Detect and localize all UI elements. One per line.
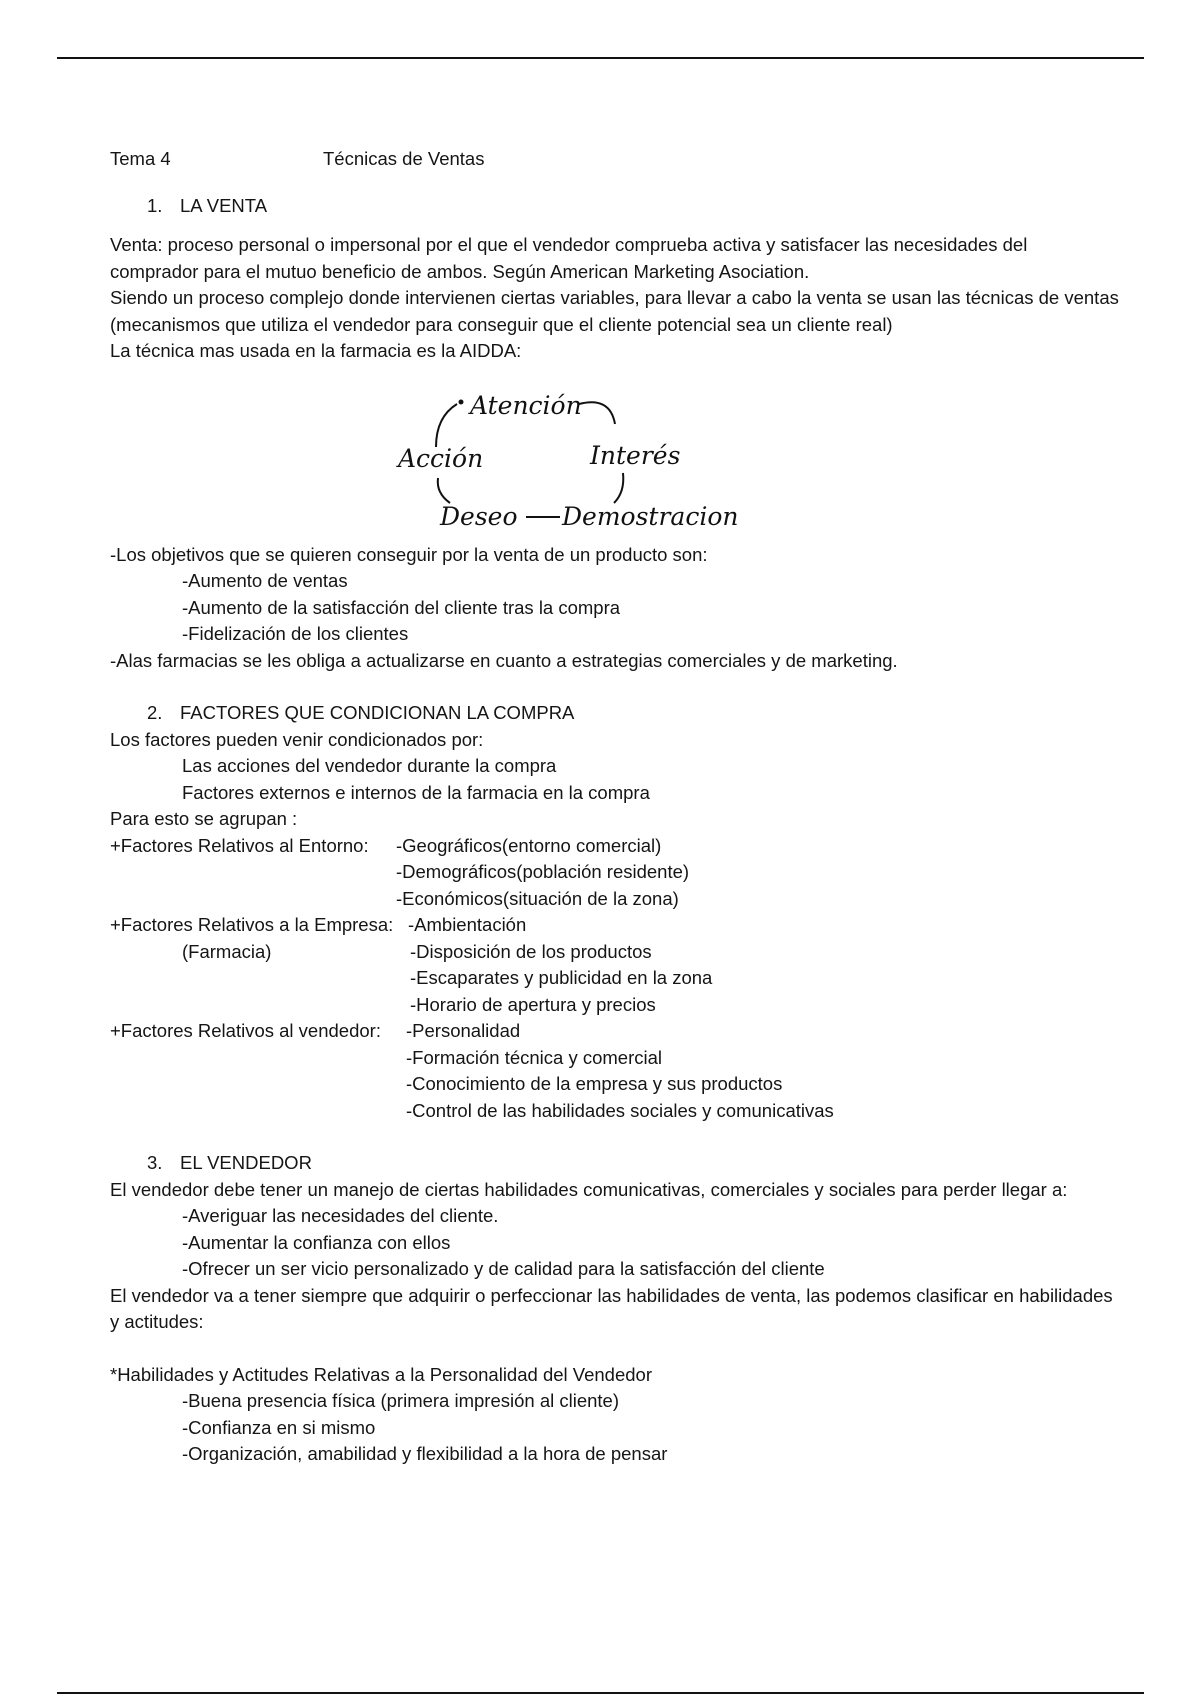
factor-item: -Control de las habilidades sociales y comunicativas: [406, 1099, 834, 1121]
section3-heading: [110, 1150, 1120, 1177]
condition-item: Factores externos e internos de la farmacia en la compra: [182, 781, 650, 803]
arrow-head-dot: [459, 399, 464, 404]
topic-title: Técnicas de Ventas: [323, 148, 485, 169]
goal-item: -Averiguar las necesidades del cliente.: [182, 1205, 499, 1226]
section3-number: 3.: [147, 1152, 163, 1173]
objective-item: -Aumento de ventas: [182, 570, 348, 591]
personality-subheading: *Habilidades y Actitudes Relativas a la Personalidad del Vendedor: [110, 1363, 652, 1385]
factors-intro: Los factores pueden venir condicionados por:: [110, 728, 484, 750]
aidda-deseo: Deseo: [440, 501, 518, 531]
factor-item: -Horario de apertura y precios: [410, 993, 656, 1015]
venta-definition: Venta: proceso personal o impersonal por el que el vendedor comprueba activa y satisfacer las necesidades del comprador para el mutuo beneficio de ambos. Según American Marketing Asociation.: [110, 234, 1028, 282]
goal-item: -Ofrecer un ser vicio personalizado y de calidad para la satisfacción del cliente: [182, 1258, 825, 1279]
factors-empresa-label: +Factores Relativos a la Empresa:: [110, 914, 394, 935]
trait-item: -Confianza en si mismo: [182, 1416, 376, 1438]
aidda-atencion: Atención: [470, 390, 582, 420]
objectives-intro: -Los objetivos que se quieren conseguir por la venta de un producto son:: [110, 543, 708, 565]
skills-paragraph: El vendedor va a tener siempre que adquirir o perfeccionar las habilidades de venta, las podemos clasificar en habilidades y actitudes:: [110, 1284, 1113, 1332]
trait-item: -Organización, amabilidad y flexibilidad a la hora de pensar: [182, 1443, 668, 1464]
document-header: [110, 146, 1120, 173]
factors-entorno-label: +Factores Relativos al Entorno:: [110, 834, 369, 856]
aidda-diagram: [110, 367, 1120, 542]
factor-item: -Demográficos(población residente): [396, 861, 690, 882]
bottom-rule: [57, 1692, 1144, 1694]
section3-title: EL VENDEDOR: [180, 1152, 312, 1173]
section1-title: LA VENTA: [180, 194, 268, 216]
trait-item: -Buena presencia física (primera impresión al cliente): [182, 1390, 619, 1411]
objective-item: -Fidelización de los clientes: [182, 623, 409, 644]
factor-item: -Personalidad: [406, 1020, 521, 1041]
vendedor-intro: El vendedor debe tener un manejo de ciertas habilidades comunicativas, comerciales y sociales para perder llegar a:: [110, 1178, 1068, 1200]
factor-item: -Conocimiento de la empresa y sus productos: [406, 1073, 783, 1094]
aidda-cycle-sketch: [110, 367, 1120, 542]
factor-item: -Geográficos(entorno comercial): [396, 834, 662, 856]
condition-item: Las acciones del vendedor durante la compra: [182, 755, 557, 776]
aidda-accion: Acción: [398, 443, 484, 473]
aidda-intro: La técnica mas usada en la farmacia es la AIDDA:: [110, 340, 522, 361]
venta-process-paragraph: Siendo un proceso complejo donde intervienen ciertas variables, para llevar a cabo la venta se usan las técnicas de ventas (mecanismos que utiliza el vendedor para conseguir que el cliente potencial sea un cliente real): [110, 287, 1119, 335]
arrow-interes-demostracion: [614, 473, 623, 503]
factors-empresa: [110, 912, 1120, 1018]
pharmacy-update-note: -Alas farmacias se les obliga a actualizarse en cuanto a estrategias comerciales y de marketing.: [110, 649, 898, 671]
objective-item: -Aumento de la satisfacción del cliente tras la compra: [182, 596, 621, 618]
arrow-deseo-accion: [438, 478, 450, 503]
aidda-demostracion: Demostracion: [562, 501, 739, 531]
factors-entorno: [110, 833, 1120, 913]
goal-item: -Aumentar la confianza con ellos: [182, 1231, 451, 1253]
factor-item: -Ambientación: [408, 914, 527, 935]
top-rule: [57, 57, 1144, 59]
factors-vendedor: [110, 1018, 1120, 1124]
section2-title: FACTORES QUE CONDICIONAN LA COMPRA: [180, 702, 575, 723]
factor-item: -Económicos(situación de la zona): [396, 887, 679, 909]
group-intro: Para esto se agrupan :: [110, 808, 298, 829]
section2-heading: [110, 700, 1120, 727]
factor-item: -Escaparates y publicidad en la zona: [410, 967, 713, 988]
document-page: [110, 146, 1120, 1468]
arrow-atencion-interes: [579, 402, 615, 424]
topic-number: Tema 4: [110, 148, 171, 169]
factor-item: -Formación técnica y comercial: [406, 1046, 662, 1068]
factor-item: -Disposición de los productos: [410, 940, 652, 962]
section1-number: 1.: [147, 194, 163, 216]
section1-heading: [110, 193, 1120, 220]
factors-empresa-sublabel: (Farmacia): [182, 940, 272, 962]
factors-vendedor-label: +Factores Relativos al vendedor:: [110, 1020, 381, 1041]
aidda-interes: Interés: [590, 440, 681, 470]
arrow-accion-atencion: [436, 404, 457, 447]
section2-number: 2.: [147, 702, 163, 723]
